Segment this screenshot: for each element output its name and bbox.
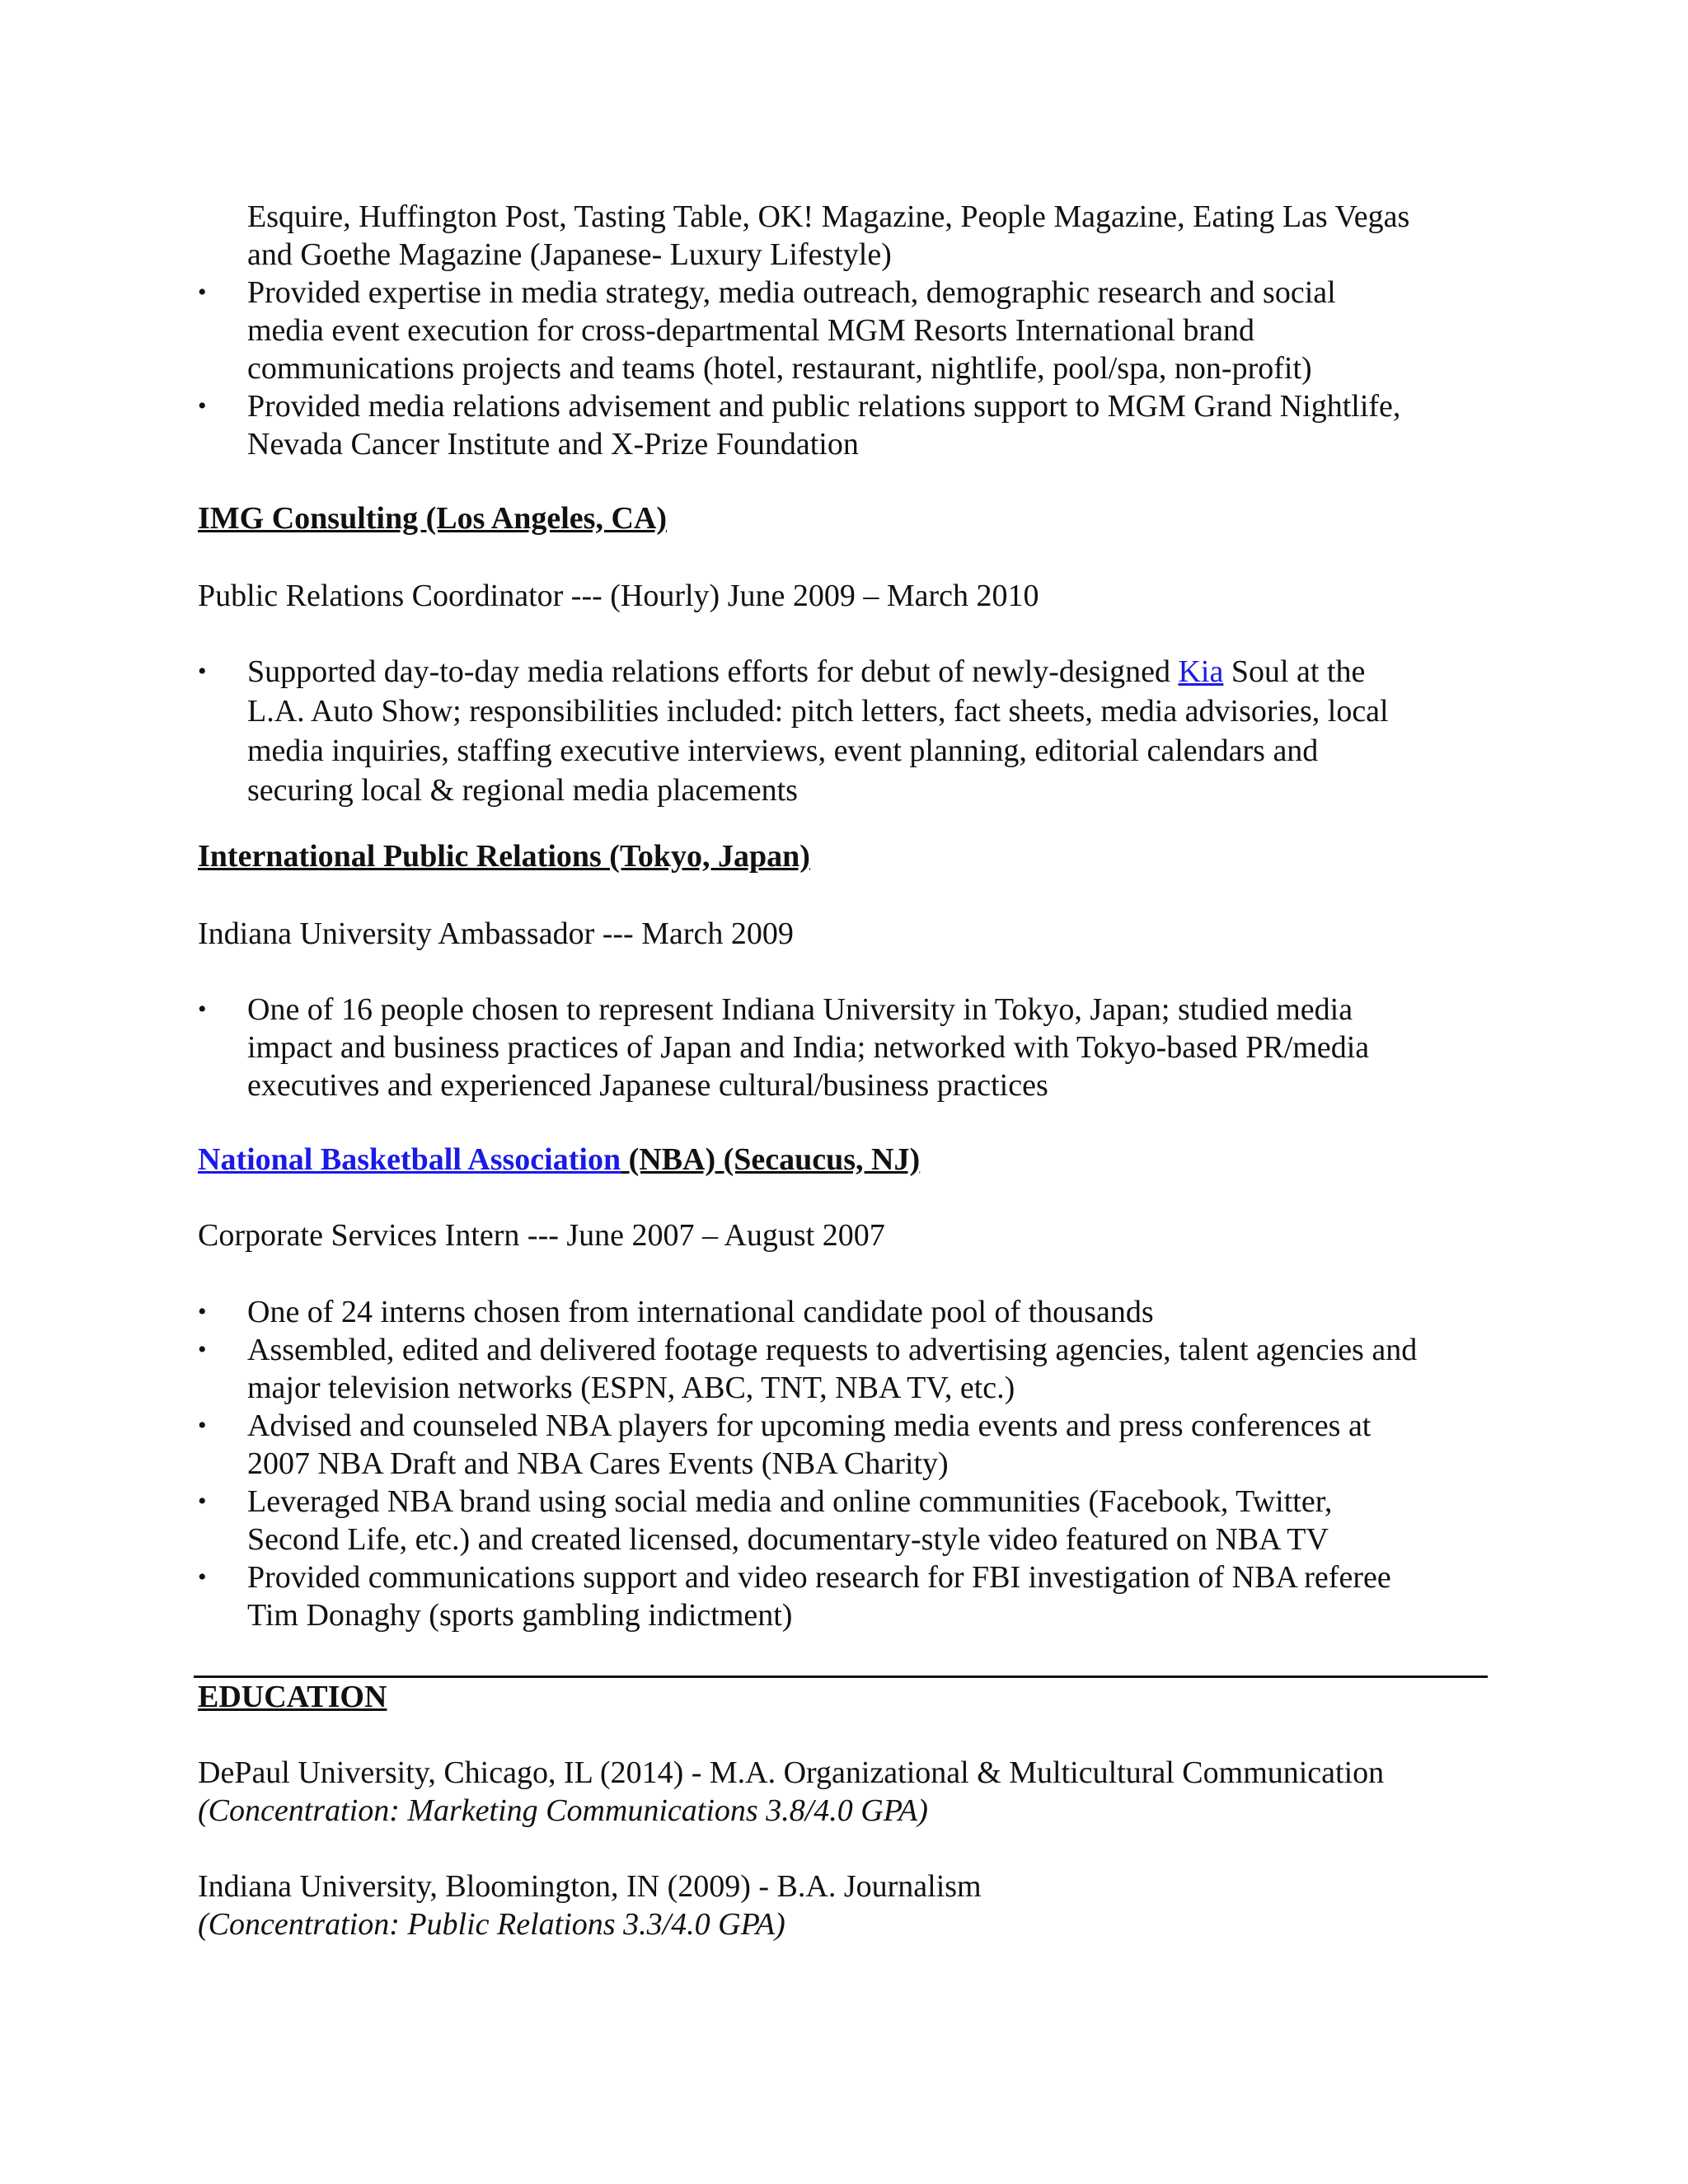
bullet-line: Assembled, edited and delivered footage requests to advertising agencies, talent agencies and	[247, 1333, 1418, 1367]
nba-role	[198, 1216, 1484, 1254]
bullet-line: communications projects and teams (hotel, restaurant, nightlife, pool/spa, non-profit)	[247, 351, 1312, 386]
bullet-marker: •	[198, 279, 207, 306]
bullet-line: major television networks (ESPN, ABC, TNT, NBA TV, etc.)	[247, 1371, 1015, 1405]
img-section-heading	[198, 499, 1484, 537]
bullet-line: impact and business practices of Japan and India; networked with Tokyo-based PR/media	[247, 1030, 1370, 1065]
bullet-line: executives and experienced Japanese cultural/business practices	[247, 1068, 1048, 1103]
section-heading	[198, 1141, 1484, 1179]
education-entry-depaul	[198, 1754, 1484, 1830]
bullet-line: Second Life, etc.) and created licensed, documentary-style video featured on NBA TV	[247, 1522, 1329, 1557]
bullet-line: Provided expertise in media strategy, media outreach, demographic research and social	[247, 275, 1336, 310]
bullet-line: media inquiries, staffing executive interviews, event planning, editorial calendars and	[247, 733, 1319, 768]
bullet-line	[247, 653, 1500, 691]
bullet-line: One of 24 interns chosen from international candidate pool of thousands	[247, 1295, 1154, 1329]
nba-link[interactable]: National Basketball Association	[198, 1142, 621, 1177]
concentration-line: (Concentration: Marketing Communications 3.8/4.0 GPA)	[198, 1793, 928, 1828]
mgm-publications-text	[247, 198, 1533, 274]
bullet-marker: •	[198, 392, 207, 419]
bullet-line: Provided media relations advisement and public relations support to MGM Grand Nightlife,	[247, 389, 1401, 424]
job-title-dates: Public Relations Coordinator --- (Hourly) June 2009 – March 2010	[198, 579, 1039, 613]
section-heading: International Public Relations (Tokyo, Japan)	[198, 839, 810, 874]
concentration-line: (Concentration: Public Relations 3.3/4.0 GPA)	[198, 1907, 785, 1942]
bullet-marker: •	[198, 996, 207, 1023]
nba-section-heading	[198, 1141, 1484, 1179]
bullet-marker: •	[198, 1298, 207, 1325]
bullet-marker: •	[198, 658, 207, 685]
section-heading: IMG Consulting (Los Angeles, CA)	[198, 501, 667, 536]
bullet-text: Soul at the	[1223, 654, 1366, 689]
bullet-line: 2007 NBA Draft and NBA Cares Events (NBA Charity)	[247, 1446, 949, 1481]
bullet-marker: •	[198, 1336, 207, 1363]
bullet-text: Supported day-to-day media relations efforts for debut of newly-designed	[247, 654, 1179, 689]
ipr-section-heading	[198, 837, 1484, 875]
section-heading: EDUCATION	[198, 1680, 387, 1714]
bullet-marker: •	[198, 1488, 207, 1515]
degree-line: Indiana University, Bloomington, IN (2009) - B.A. Journalism	[198, 1869, 982, 1904]
bullet-line: Leveraged NBA brand using social media and online communities (Facebook, Twitter,	[247, 1484, 1333, 1519]
bullet-line: Provided communications support and video research for FBI investigation of NBA referee	[247, 1560, 1391, 1595]
mgm-publications-line-2: and Goethe Magazine (Japanese- Luxury Lifestyle)	[247, 237, 892, 272]
kia-link[interactable]: Kia	[1178, 654, 1224, 689]
bullet-line: Nevada Cancer Institute and X-Prize Foundation	[247, 427, 859, 462]
job-title-dates: Corporate Services Intern --- June 2007 – August 2007	[198, 1218, 885, 1253]
mgm-publications-line-1: Esquire, Huffington Post, Tasting Table, OK! Magazine, People Magazine, Eating Las Vegas	[247, 199, 1410, 234]
bullet-marker: •	[198, 1563, 207, 1591]
education-entry-indiana	[198, 1868, 1484, 1943]
bullet-line: L.A. Auto Show; responsibilities included: pitch letters, fact sheets, media advisories, local	[247, 694, 1389, 729]
bullet-line: securing local & regional media placements	[247, 773, 798, 808]
img-role	[198, 577, 1484, 615]
job-title-dates: Indiana University Ambassador --- March 2009	[198, 916, 794, 951]
bullet-marker: •	[198, 1412, 207, 1439]
bullet-line: Advised and counseled NBA players for upcoming media events and press conferences at	[247, 1408, 1372, 1443]
ipr-role	[198, 915, 1484, 953]
bullet-line: One of 16 people chosen to represent Indiana University in Tokyo, Japan; studied media	[247, 992, 1353, 1027]
education-heading	[198, 1678, 1484, 1716]
nba-heading-rest: (NBA) (Secaucus, NJ)	[621, 1142, 921, 1177]
bullet-line: media event execution for cross-departmental MGM Resorts International brand	[247, 313, 1254, 348]
degree-line: DePaul University, Chicago, IL (2014) - M.A. Organizational & Multicultural Communication	[198, 1755, 1385, 1790]
bullet-line: Tim Donaghy (sports gambling indictment)	[247, 1598, 793, 1633]
